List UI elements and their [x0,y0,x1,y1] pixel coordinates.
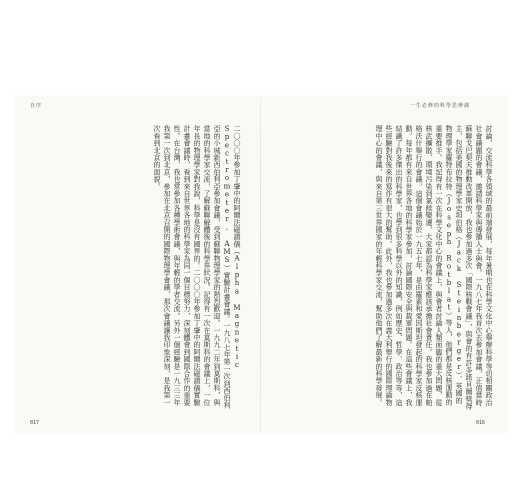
left-running-head: 自序 [30,103,43,109]
left-folio: 017 [30,420,40,426]
right-page-body [272,125,494,410]
book-gutter [260,97,261,432]
left-page-text: 二〇〇〇年參加丁肇中的阿爾法磁譜儀（Alpha Magnetic Spectrometer, AMS）實驗計畫會議。一九八七年第一次到西伯利亞的小城新西伯利亞參加會議，受到蘇聯物理學家的熱烈歡迎。一九九二年到莫斯科，與當地的科學家交流，了解蘇聯解體後的科學界狀況。記得有一次在莫斯科的會議上，一位年長的物理學家對我說，科學是沒有國界的。二〇〇〇年參加丁肇中的阿爾法磁譜儀實驗計畫會議時，看到來自世界各地的科學家為同一個目標努力，深刻體會到國際合作的重要性。在台灣，我也常參加各種學術會議，與年輕的學者交流。另外一個經驗是一九三三年我第一次到北京，參加在北京召開的國際物理學會議，那次會議讓我印象深刻，是我第一次看到北京的面貌。 [153,125,241,409]
right-folio: 016 [476,420,486,426]
right-running-head: 一生必修的科學思辨課 [410,103,471,109]
right-page-text: 討論，交流科學各領域的最前端發展，每年暑期也在科學文化中心舉辦科學等切相關政治社會議題的會議，邀請科學家與傳播人士與會。一九八七年我首次去參加會議，正值當時蘇聯戈巴契夫推動改革開放，我也參加過多次「國際核戰會議」，與會的有許多諾貝爾獎得主，包括美國的物理學家史坦伯格（Jack Steinberger）、英國的物理學家羅特布拉特（Joseph Rotblat）等人，他們都是反核運動的重要推手。我記得有一次在科學文化中心的會議上，與會者討論人類面臨的重大問題，從核武擴散、環境污染到氣候變遷，大家都認為科學家應該承擔社會責任。我也參加過在帕格沃什舉行的會議，這個會議始於一九五七年，是由羅素和愛因斯坦發起的科學家反核運動，每年都有來自世界各地的科學家參加，討論國際安全與裁軍問題。在這些會議上，我結識了許多傑出的科學家，也學到很多科學以外的知識，例如歷史、哲學、政治等等，這些經驗對我後來的寫作有很大的幫助。此外，我也參加過多次在義大利舉行的國際理論物理中心的會議，與來自第三世界國家的年輕科學家交流，幫助他們了解最新的科學發展。 [375,125,493,410]
left-page-body [32,125,242,410]
